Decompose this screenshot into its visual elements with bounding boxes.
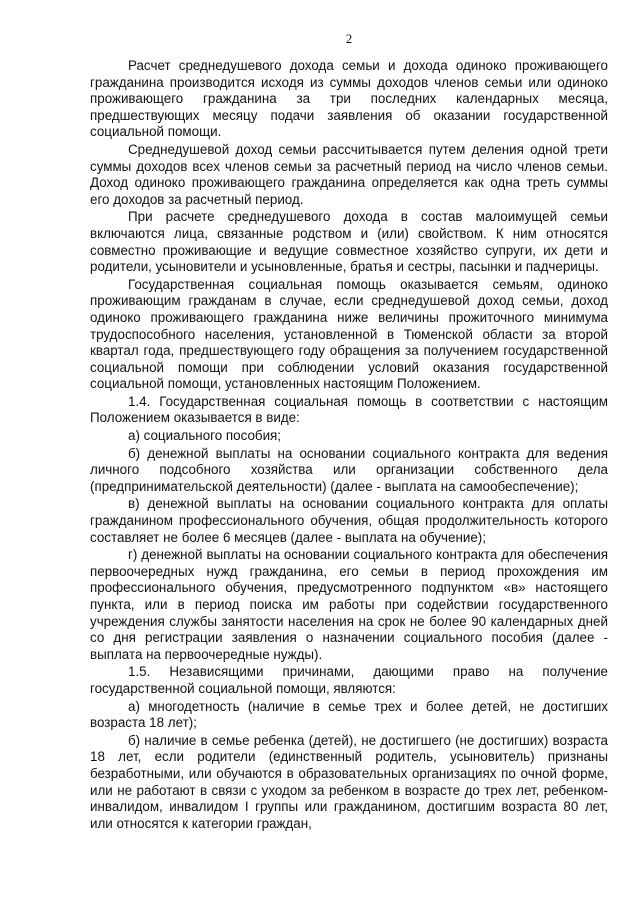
paragraph-income-calculation: Расчет среднедушевого дохода семьи и дохода одиноко проживающего гражданина производится исходя из суммы доходов членов семьи или одиноко проживающего гражданина за три последних календарных месяца, предшествующих месяцу подачи заявления об оказании государственной социальной помощи. bbox=[90, 58, 608, 140]
list-item-g-primary-needs-payment: г) денежной выплаты на основании социального контракта для обеспечения первоочередных нужд гражданина, его семьи в период прохождения им профессионального обучения, предусмотренного подпунктом «в» настоящего пункта, или в период поиска им работы при содействии государственного учреждения службы занятости населения на срок не более 90 календарных дней со дня регистрации заявления о назначении социального пособия (далее - выплата на первоочередные нужды). bbox=[90, 547, 608, 662]
list-item-b-child-in-family: б) наличие в семье ребенка (детей), не достигшего (не достигших) возраста 18 лет, если родители (единственный родитель, усыновитель) признаны безработными, или обучаются в образовательных организациях по очной форме, или не работают в связи с уходом за ребенком в возрасте до трех лет, ребенком-инвалидом, инвалидом I группы или гражданином, достигшим возраста 80 лет, или относятся к категории граждан, bbox=[90, 732, 608, 831]
paragraph-eligibility-condition: Государственная социальная помощь оказывается семьям, одиноко проживающим гражданам в случае, если среднедушевой доход семьи, доход одиноко проживающего гражданина ниже величины прожиточного минимума трудоспособного населения, установленной в Тюменской области за второй квартал года, предшествующего году обращения за получением государственной социальной помощи при соблюдении условий оказания государственной социальной помощи, установленных настоящим Положением. bbox=[90, 276, 608, 392]
list-item-b-self-support-payment: б) денежной выплаты на основании социального контракта для ведения личного подсобного хозяйства или организации собственного дела (предпринимательской деятельности) (далее - выплата на самообеспечение); bbox=[90, 445, 608, 494]
list-item-a-large-family: а) многодетность (наличие в семье трех и более детей, не достигших возраста 18 лет); bbox=[90, 698, 608, 731]
paragraph-family-composition: При расчете среднедушевого дохода в состав малоимущей семьи включаются лица, связанные родством и (или) свойством. К ним относятся совместно проживающие и ведущие совместное хозяйство супруги, их дети и родители, усыновители и усыновленные, братья и сестры, пасынки и падчерицы. bbox=[90, 209, 608, 275]
page-number: 2 bbox=[345, 31, 353, 46]
list-item-v-training-payment: в) денежной выплаты на основании социального контракта для оплаты гражданином профессионального обучения, общая продолжительность которого составляет не более 6 месяцев (далее - выплата на обучение); bbox=[90, 496, 608, 545]
list-item-a-social-benefit: а) социального пособия; bbox=[128, 428, 282, 444]
paragraph-section-1-4: 1.4. Государственная социальная помощь в соответствии с настоящим Положением оказывается в виде: bbox=[90, 393, 608, 426]
paragraph-section-1-5: 1.5. Независящими причинами, дающими право на получение государственной социальной помощи, являются: bbox=[90, 664, 608, 696]
paragraph-per-capita-income: Среднедушевой доход семьи рассчитывается путем деления одной трети суммы доходов всех членов семьи за расчетный период на число членов семьи. Доход одиноко проживающего гражданина определяется как одна треть суммы его доходов за расчетный период. bbox=[90, 141, 608, 207]
